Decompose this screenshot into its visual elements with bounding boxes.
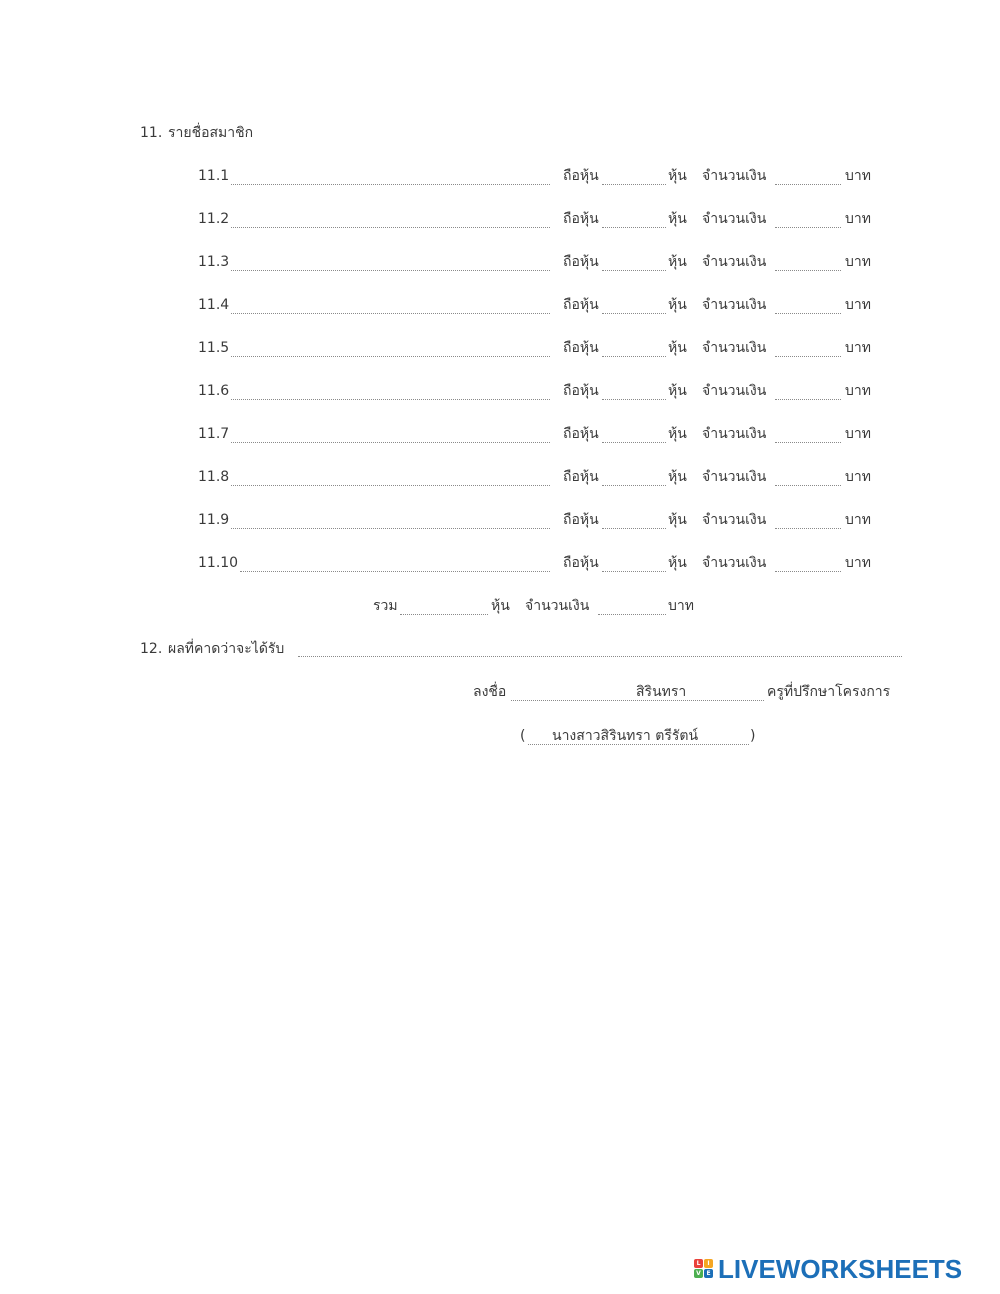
currency-label: บาท bbox=[845, 211, 871, 227]
member-row-number: 11.1 bbox=[198, 168, 230, 184]
shares-field[interactable] bbox=[602, 227, 666, 228]
shares-field[interactable] bbox=[602, 313, 666, 314]
total-label: รวม bbox=[373, 598, 398, 614]
shares-unit: หุ้น bbox=[668, 168, 687, 184]
logo-square-e: E bbox=[704, 1269, 713, 1278]
member-row-number: 11.3 bbox=[198, 254, 230, 270]
shares-field[interactable] bbox=[602, 270, 666, 271]
member-row-1 bbox=[0, 167, 1000, 191]
amount-label: จำนวนเงิน bbox=[702, 383, 767, 399]
member-row-number: 11.8 bbox=[198, 469, 230, 485]
total-currency-label: บาท bbox=[668, 598, 694, 614]
open-parenthesis: ( bbox=[520, 728, 526, 744]
sign-label: ลงชื่อ bbox=[473, 684, 507, 700]
amount-label: จำนวนเงิน bbox=[702, 555, 767, 571]
member-name-field[interactable] bbox=[231, 227, 550, 228]
total-shares-unit: หุ้น bbox=[491, 598, 510, 614]
shares-unit: หุ้น bbox=[668, 469, 687, 485]
logo-square-i: I bbox=[704, 1259, 713, 1268]
member-name-field[interactable] bbox=[240, 571, 550, 572]
amount-label: จำนวนเงิน bbox=[702, 254, 767, 270]
currency-label: บาท bbox=[845, 168, 871, 184]
amount-field[interactable] bbox=[775, 356, 841, 357]
total-amount-field[interactable] bbox=[598, 614, 666, 615]
shares-unit: หุ้น bbox=[668, 426, 687, 442]
member-row-number: 11.6 bbox=[198, 383, 230, 399]
total-shares-field[interactable] bbox=[400, 614, 488, 615]
amount-field[interactable] bbox=[775, 313, 841, 314]
section-11-number: 11. bbox=[140, 125, 163, 141]
member-name-field[interactable] bbox=[231, 184, 550, 185]
amount-label: จำนวนเงิน bbox=[702, 211, 767, 227]
advisor-role-label: ครูที่ปรึกษาโครงการ bbox=[767, 684, 891, 700]
member-row-6 bbox=[0, 382, 1000, 406]
shares-unit: หุ้น bbox=[668, 211, 687, 227]
liveworksheets-logo-text: LIVEWORKSHEETS bbox=[718, 1254, 963, 1284]
amount-field[interactable] bbox=[775, 270, 841, 271]
shares-field[interactable] bbox=[602, 485, 666, 486]
shares-label: ถือหุ้น bbox=[563, 254, 599, 270]
member-name-field[interactable] bbox=[231, 485, 550, 486]
shares-unit: หุ้น bbox=[668, 297, 687, 313]
member-row-number: 11.2 bbox=[198, 211, 230, 227]
shares-label: ถือหุ้น bbox=[563, 297, 599, 313]
amount-field[interactable] bbox=[775, 485, 841, 486]
section-12-number: 12. bbox=[140, 641, 163, 657]
liveworksheets-logo-icon bbox=[694, 1259, 714, 1279]
member-row-number: 11.5 bbox=[198, 340, 230, 356]
amount-label: จำนวนเงิน bbox=[702, 340, 767, 356]
amount-label: จำนวนเงิน bbox=[702, 426, 767, 442]
currency-label: บาท bbox=[845, 512, 871, 528]
member-row-4 bbox=[0, 296, 1000, 320]
member-row-10 bbox=[0, 554, 1000, 578]
member-name-field[interactable] bbox=[231, 399, 550, 400]
member-row-5 bbox=[0, 339, 1000, 363]
member-row-2 bbox=[0, 210, 1000, 234]
shares-label: ถือหุ้น bbox=[563, 168, 599, 184]
amount-label: จำนวนเงิน bbox=[702, 469, 767, 485]
member-name-field[interactable] bbox=[231, 313, 550, 314]
member-row-number: 11.4 bbox=[198, 297, 230, 313]
close-parenthesis: ) bbox=[750, 728, 756, 744]
shares-label: ถือหุ้น bbox=[563, 340, 599, 356]
shares-field[interactable] bbox=[602, 399, 666, 400]
amount-field[interactable] bbox=[775, 528, 841, 529]
member-row-3 bbox=[0, 253, 1000, 277]
logo-square-l: L bbox=[694, 1259, 703, 1268]
shares-field[interactable] bbox=[602, 184, 666, 185]
shares-label: ถือหุ้น bbox=[563, 383, 599, 399]
shares-field[interactable] bbox=[602, 528, 666, 529]
currency-label: บาท bbox=[845, 555, 871, 571]
member-row-number: 11.9 bbox=[198, 512, 230, 528]
amount-field[interactable] bbox=[775, 227, 841, 228]
amount-label: จำนวนเงิน bbox=[702, 297, 767, 313]
member-row-8 bbox=[0, 468, 1000, 492]
member-name-field[interactable] bbox=[231, 442, 550, 443]
shares-field[interactable] bbox=[602, 442, 666, 443]
logo-square-v: V bbox=[694, 1269, 703, 1278]
amount-label: จำนวนเงิน bbox=[702, 168, 767, 184]
amount-field[interactable] bbox=[775, 571, 841, 572]
member-row-number: 11.10 bbox=[198, 555, 239, 571]
shares-label: ถือหุ้น bbox=[563, 211, 599, 227]
currency-label: บาท bbox=[845, 469, 871, 485]
member-name-field[interactable] bbox=[231, 356, 550, 357]
total-amount-label: จำนวนเงิน bbox=[525, 598, 590, 614]
member-row-7 bbox=[0, 425, 1000, 449]
section-11-title: รายชื่อสมาชิก bbox=[168, 125, 254, 141]
shares-label: ถือหุ้น bbox=[563, 426, 599, 442]
section-12-title: ผลที่คาดว่าจะได้รับ bbox=[168, 641, 285, 657]
shares-label: ถือหุ้น bbox=[563, 469, 599, 485]
shares-unit: หุ้น bbox=[668, 254, 687, 270]
shares-unit: หุ้น bbox=[668, 512, 687, 528]
amount-field[interactable] bbox=[775, 442, 841, 443]
shares-label: ถือหุ้น bbox=[563, 512, 599, 528]
shares-unit: หุ้น bbox=[668, 340, 687, 356]
shares-unit: หุ้น bbox=[668, 555, 687, 571]
amount-label: จำนวนเงิน bbox=[702, 512, 767, 528]
amount-field[interactable] bbox=[775, 399, 841, 400]
currency-label: บาท bbox=[845, 254, 871, 270]
currency-label: บาท bbox=[845, 383, 871, 399]
shares-field[interactable] bbox=[602, 356, 666, 357]
member-row-number: 11.7 bbox=[198, 426, 230, 442]
member-name-field[interactable] bbox=[231, 528, 550, 529]
shares-field[interactable] bbox=[602, 571, 666, 572]
currency-label: บาท bbox=[845, 340, 871, 356]
member-row-9 bbox=[0, 511, 1000, 535]
signer-name-value: สิรินทรา bbox=[636, 684, 687, 700]
member-name-field[interactable] bbox=[231, 270, 550, 271]
expected-results-field[interactable] bbox=[298, 656, 902, 657]
shares-unit: หุ้น bbox=[668, 383, 687, 399]
full-name-value: นางสาวสิรินทรา ตรีรัตน์ bbox=[552, 728, 699, 744]
amount-field[interactable] bbox=[775, 184, 841, 185]
currency-label: บาท bbox=[845, 297, 871, 313]
currency-label: บาท bbox=[845, 426, 871, 442]
shares-label: ถือหุ้น bbox=[563, 555, 599, 571]
